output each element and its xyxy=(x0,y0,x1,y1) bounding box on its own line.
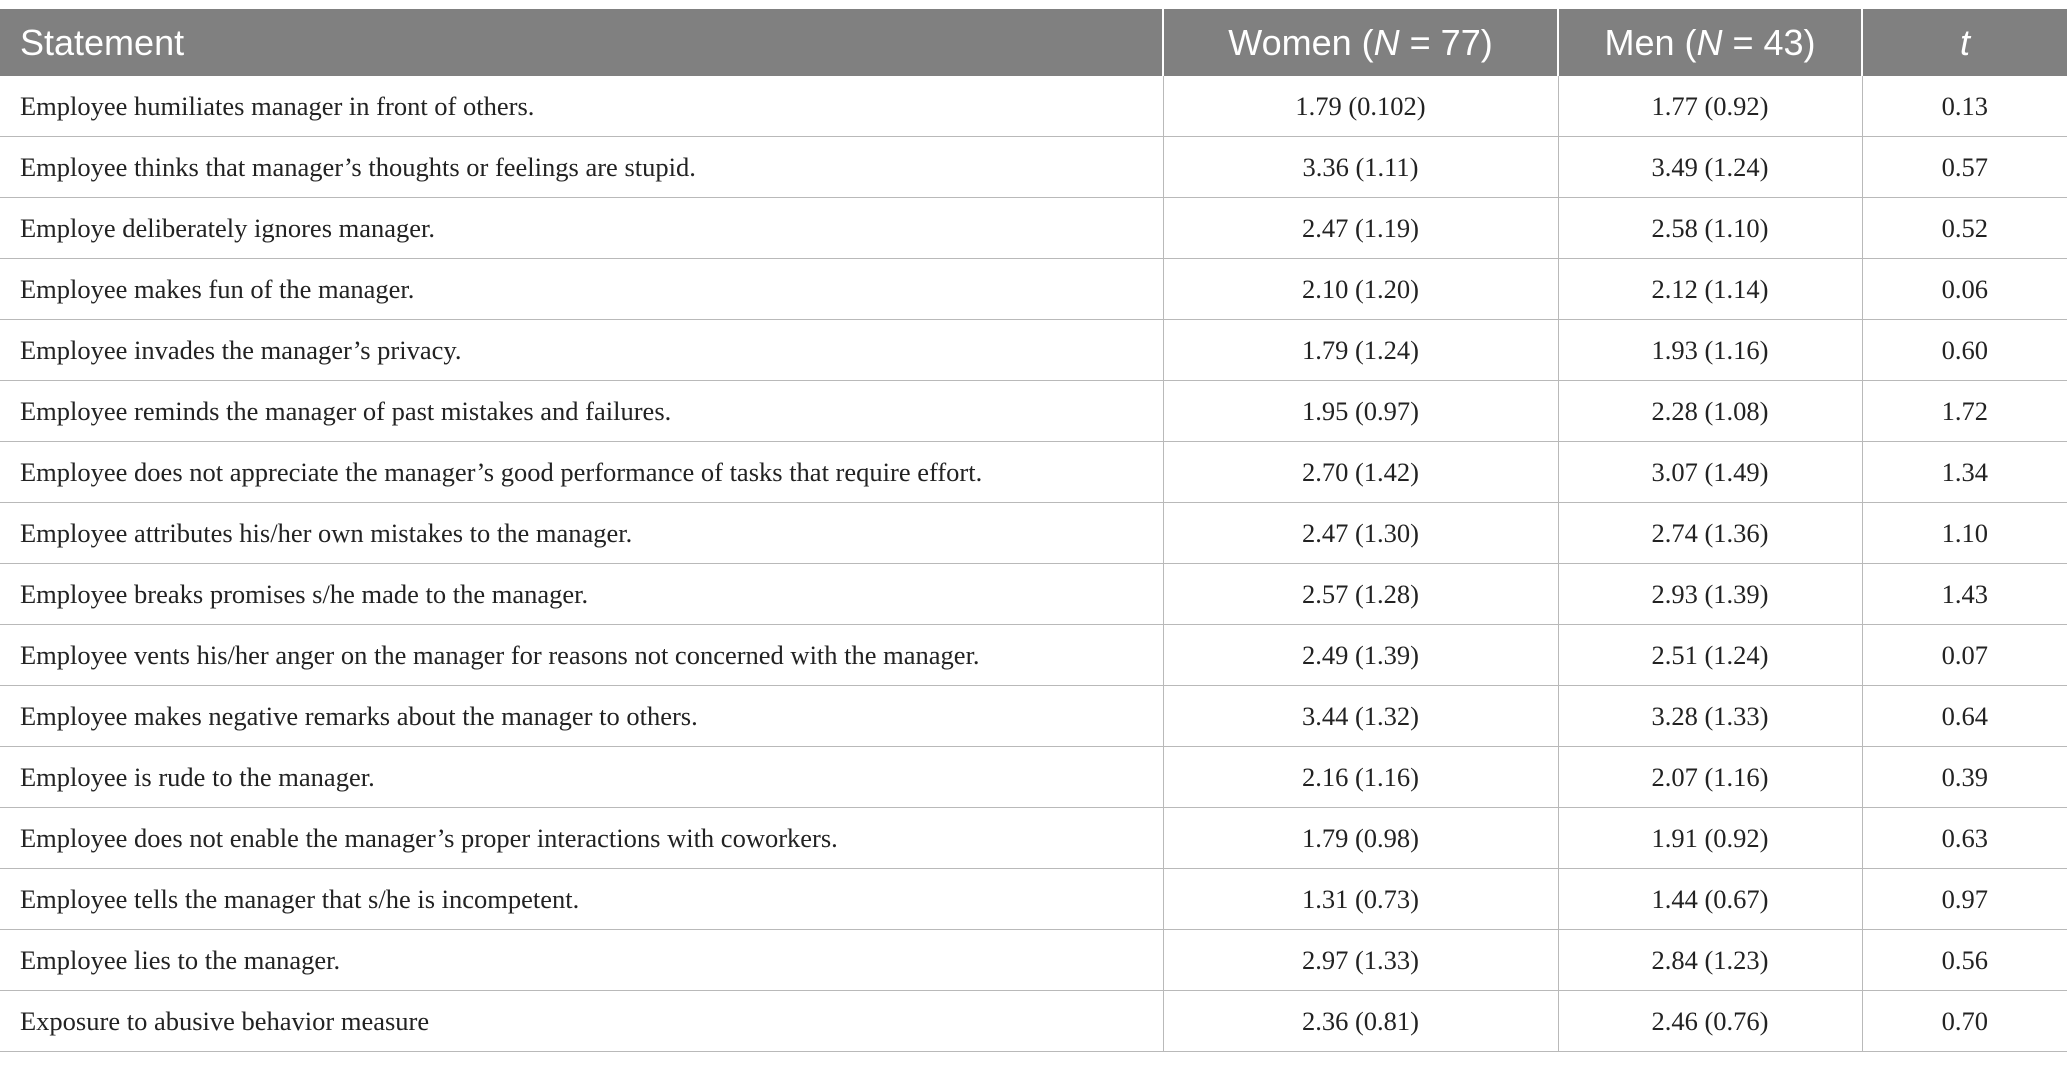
table-row xyxy=(0,747,2067,808)
t-cell: 0.06 xyxy=(1862,259,2067,320)
table-row xyxy=(0,76,2067,137)
women-cell: 2.70 (1.42) xyxy=(1163,442,1558,503)
table-row xyxy=(0,625,2067,686)
statement-cell: Employe deliberately ignores manager. xyxy=(0,198,1163,259)
header-women-prefix: Women ( xyxy=(1228,21,1374,63)
statement-cell: Employee makes fun of the manager. xyxy=(0,259,1163,320)
statement-cell: Employee thinks that manager’s thoughts or feelings are stupid. xyxy=(0,137,1163,198)
t-cell: 0.39 xyxy=(1862,747,2067,808)
table-row xyxy=(0,930,2067,991)
men-cell: 2.93 (1.39) xyxy=(1558,564,1862,625)
t-cell: 1.10 xyxy=(1862,503,2067,564)
t-cell: 0.70 xyxy=(1862,991,2067,1052)
header-men xyxy=(1558,9,1862,76)
results-table-container xyxy=(0,9,2067,1052)
men-cell: 2.84 (1.23) xyxy=(1558,930,1862,991)
table-row xyxy=(0,442,2067,503)
women-cell: 2.97 (1.33) xyxy=(1163,930,1558,991)
statement-cell: Employee makes negative remarks about the manager to others. xyxy=(0,686,1163,747)
statement-cell: Employee is rude to the manager. xyxy=(0,747,1163,808)
statement-cell: Employee breaks promises s/he made to the manager. xyxy=(0,564,1163,625)
men-cell: 2.74 (1.36) xyxy=(1558,503,1862,564)
women-cell: 2.57 (1.28) xyxy=(1163,564,1558,625)
table-row xyxy=(0,991,2067,1052)
table-row xyxy=(0,686,2067,747)
statement-cell: Employee reminds the manager of past mistakes and failures. xyxy=(0,381,1163,442)
header-row xyxy=(0,9,2067,76)
men-cell: 2.28 (1.08) xyxy=(1558,381,1862,442)
header-men-n: N xyxy=(1696,21,1723,63)
results-table xyxy=(0,9,2067,1052)
men-cell: 2.51 (1.24) xyxy=(1558,625,1862,686)
header-women-n: N xyxy=(1373,21,1400,63)
men-cell: 1.93 (1.16) xyxy=(1558,320,1862,381)
t-cell: 0.97 xyxy=(1862,869,2067,930)
women-cell: 2.49 (1.39) xyxy=(1163,625,1558,686)
header-men-suffix: = 43) xyxy=(1722,21,1816,63)
statement-cell: Employee attributes his/her own mistakes to the manager. xyxy=(0,503,1163,564)
women-cell: 1.79 (1.24) xyxy=(1163,320,1558,381)
men-cell: 2.58 (1.10) xyxy=(1558,198,1862,259)
statement-cell: Employee tells the manager that s/he is incompetent. xyxy=(0,869,1163,930)
t-cell: 1.72 xyxy=(1862,381,2067,442)
women-cell: 2.10 (1.20) xyxy=(1163,259,1558,320)
t-cell: 0.64 xyxy=(1862,686,2067,747)
header-t: t xyxy=(1862,9,2067,76)
men-cell: 2.07 (1.16) xyxy=(1558,747,1862,808)
men-cell: 3.28 (1.33) xyxy=(1558,686,1862,747)
women-cell: 1.95 (0.97) xyxy=(1163,381,1558,442)
statement-cell: Employee invades the manager’s privacy. xyxy=(0,320,1163,381)
women-cell: 2.16 (1.16) xyxy=(1163,747,1558,808)
statement-cell: Employee does not appreciate the manager’s good performance of tasks that require effort. xyxy=(0,442,1163,503)
table-row xyxy=(0,259,2067,320)
men-cell: 3.07 (1.49) xyxy=(1558,442,1862,503)
t-cell: 1.34 xyxy=(1862,442,2067,503)
statement-cell: Employee humiliates manager in front of others. xyxy=(0,76,1163,137)
header-women-suffix: = 77) xyxy=(1399,21,1493,63)
table-row xyxy=(0,869,2067,930)
header-statement: Statement xyxy=(0,9,1163,76)
statement-cell: Employee lies to the manager. xyxy=(0,930,1163,991)
t-cell: 0.13 xyxy=(1862,76,2067,137)
table-header xyxy=(0,9,2067,76)
t-cell: 0.57 xyxy=(1862,137,2067,198)
men-cell: 1.77 (0.92) xyxy=(1558,76,1862,137)
men-cell: 3.49 (1.24) xyxy=(1558,137,1862,198)
t-cell: 0.07 xyxy=(1862,625,2067,686)
t-cell: 0.60 xyxy=(1862,320,2067,381)
t-cell: 1.43 xyxy=(1862,564,2067,625)
t-cell: 0.52 xyxy=(1862,198,2067,259)
women-cell: 2.47 (1.30) xyxy=(1163,503,1558,564)
table-row xyxy=(0,320,2067,381)
header-men-prefix: Men ( xyxy=(1604,21,1697,63)
table-row xyxy=(0,564,2067,625)
table-row xyxy=(0,808,2067,869)
table-row xyxy=(0,381,2067,442)
women-cell: 2.36 (0.81) xyxy=(1163,991,1558,1052)
statement-cell: Exposure to abusive behavior measure xyxy=(0,991,1163,1052)
men-cell: 1.91 (0.92) xyxy=(1558,808,1862,869)
women-cell: 1.79 (0.102) xyxy=(1163,76,1558,137)
table-row xyxy=(0,137,2067,198)
table-body xyxy=(0,76,2067,1052)
women-cell: 1.31 (0.73) xyxy=(1163,869,1558,930)
header-women xyxy=(1163,9,1558,76)
women-cell: 3.44 (1.32) xyxy=(1163,686,1558,747)
table-row xyxy=(0,503,2067,564)
women-cell: 1.79 (0.98) xyxy=(1163,808,1558,869)
table-row xyxy=(0,198,2067,259)
women-cell: 2.47 (1.19) xyxy=(1163,198,1558,259)
t-cell: 0.63 xyxy=(1862,808,2067,869)
statement-cell: Employee does not enable the manager’s proper interactions with coworkers. xyxy=(0,808,1163,869)
men-cell: 2.12 (1.14) xyxy=(1558,259,1862,320)
men-cell: 2.46 (0.76) xyxy=(1558,991,1862,1052)
women-cell: 3.36 (1.11) xyxy=(1163,137,1558,198)
statement-cell: Employee vents his/her anger on the manager for reasons not concerned with the manager. xyxy=(0,625,1163,686)
men-cell: 1.44 (0.67) xyxy=(1558,869,1862,930)
t-cell: 0.56 xyxy=(1862,930,2067,991)
